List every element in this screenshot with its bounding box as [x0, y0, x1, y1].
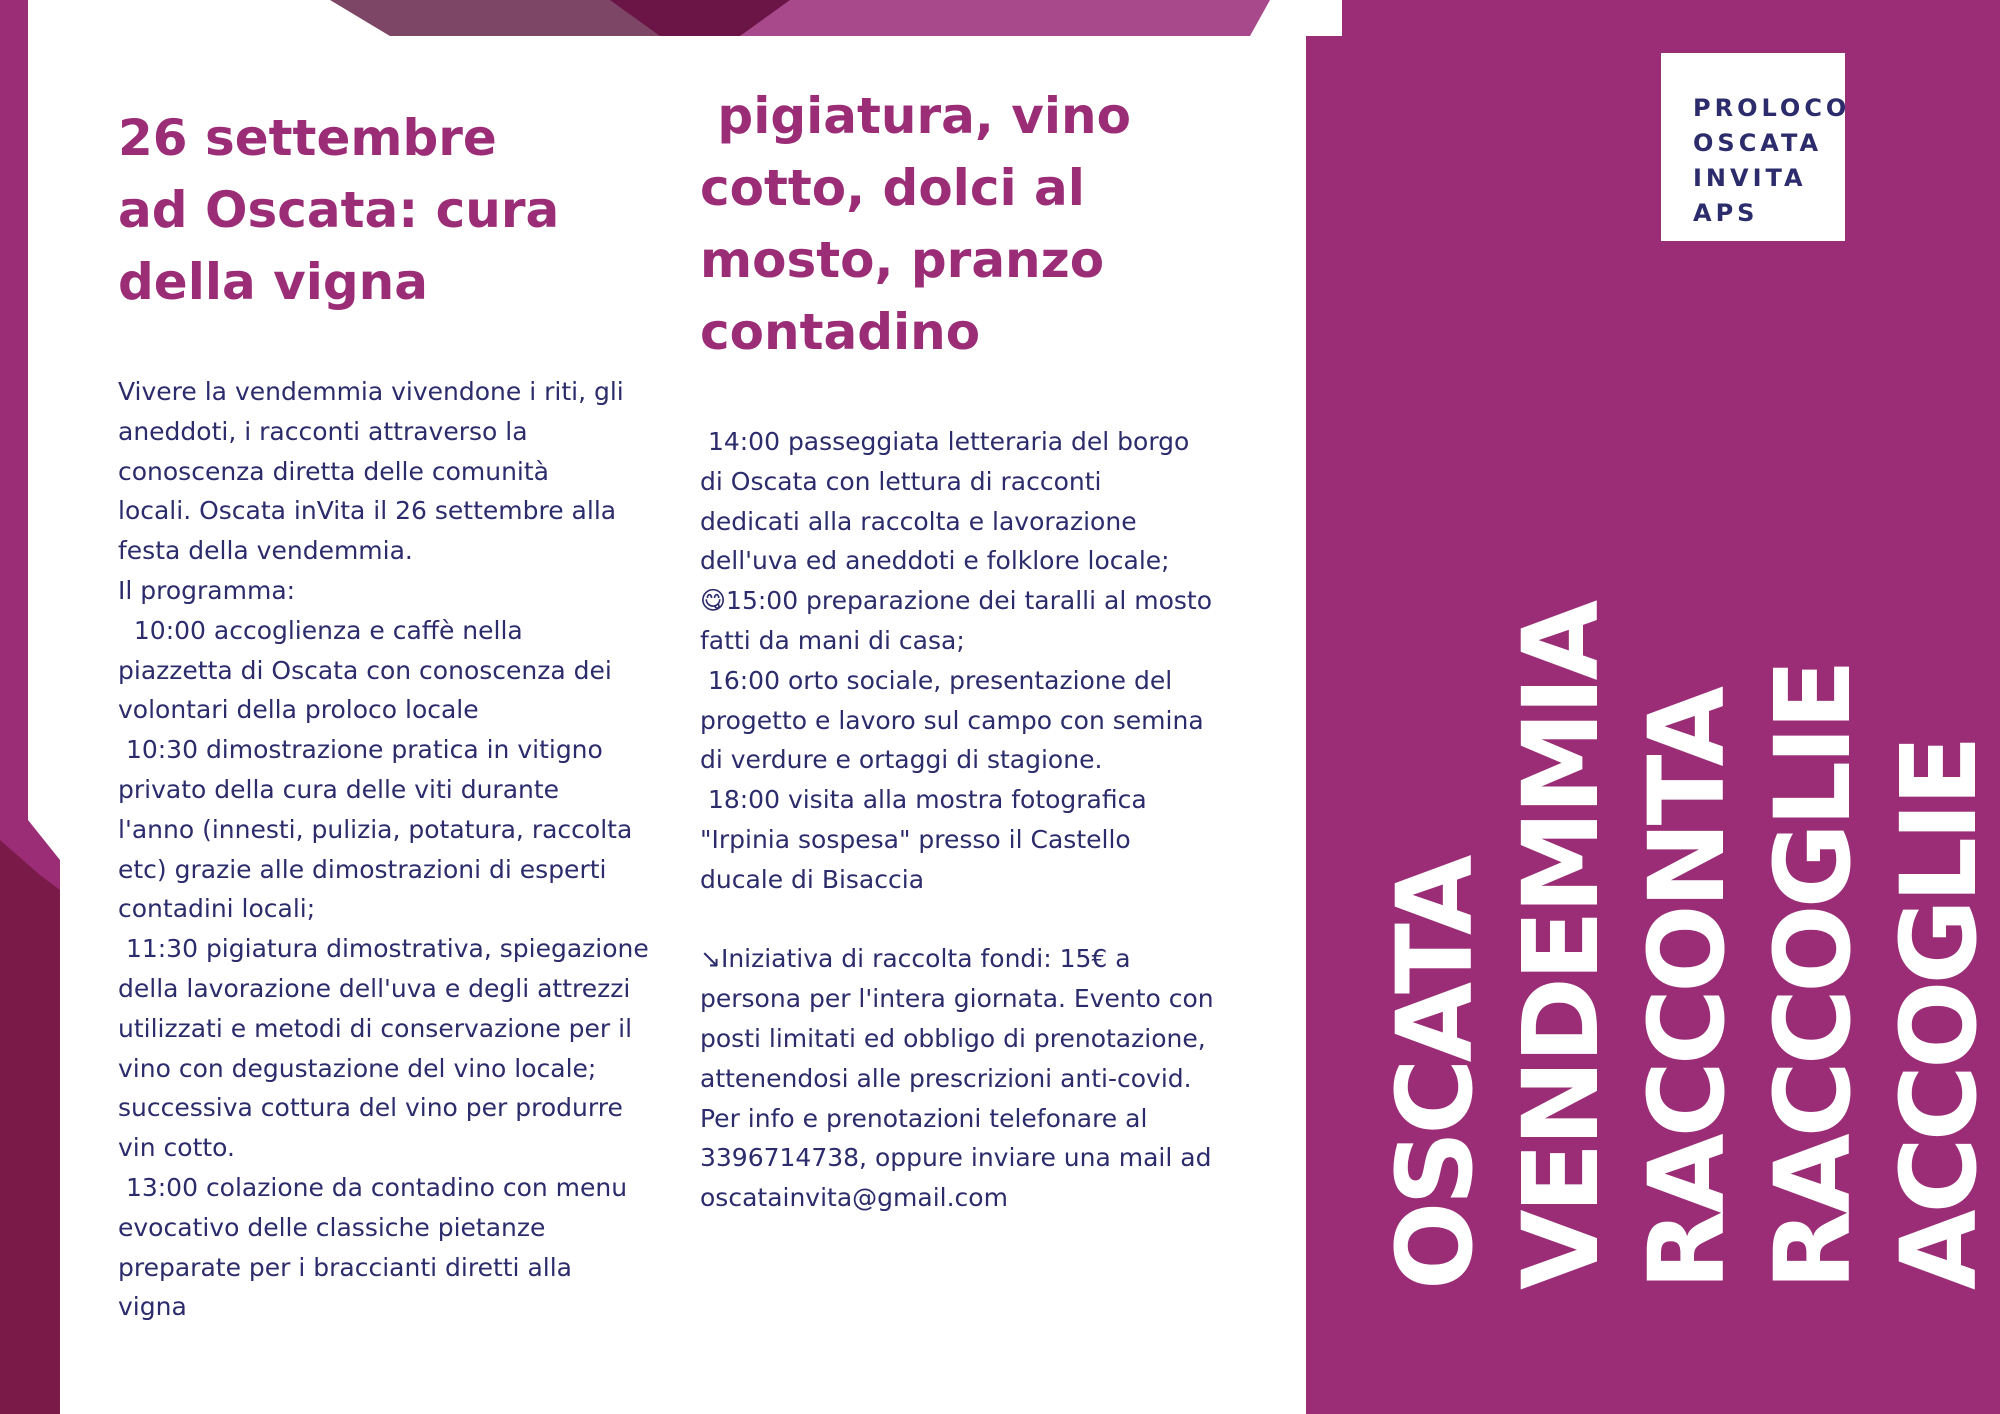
right-column-body: 14:00 passeggiata letteraria del borgo di Oscata con lettura di racconti dedicati alla raccolta e lavorazione dell'uva ed aneddoti e folklore locale; 😋15:00 preparazione dei taralli al mosto fatti da mani di casa; 16:00 orto sociale, presentazione del progetto e lavoro sul campo con semina di verdure e ortaggi di stagione. 18:00 visita alla mostra fotografica "Irpinia sospesa" presso il Castello ducale di Bisaccia ↘Iniziativa di raccolta fondi: 15€ a persona per l'intera giornata. Evento con posti limitati ed obbligo di prenotazione, attenendosi alle prescrizioni anti-covid. Per info e prenotazioni telefonare al 3396714738, oppure inviare una mail ad oscatainvita@gmail.com: [700, 427, 1214, 1213]
panel-notch: [1306, 0, 1342, 36]
title-line-oscata: OSCATA: [1374, 858, 1496, 1290]
logo-line-3: INVITA: [1693, 164, 1807, 192]
title-line-vendemmia: VENDEMMIA: [1500, 603, 1622, 1290]
title-line-racconta: RACCONTA: [1626, 689, 1748, 1290]
title-line-accoglie: ACCOGLIE: [1878, 739, 2000, 1290]
title-line-raccoglie: RACCOGLIE: [1752, 663, 1874, 1290]
left-column-heading: 26 settembre ad Oscata: cura della vigna: [118, 109, 560, 311]
top-decorative-shapes: [330, 0, 1270, 36]
left-decorative-accent: [0, 800, 60, 1414]
logo-line-2: OSCATA: [1693, 129, 1823, 157]
logo-line-1: PROLOCO: [1693, 94, 1851, 122]
left-column-body: Vivere la vendemmia vivendone i riti, gli aneddoti, i racconti attraverso la conoscenza diretta delle comunità locali. Oscata inVita il 26 settembre alla festa della vendemmia. Il programma: 10:00 accoglienza e caffè nella piazzetta di Oscata con conoscenza dei volontari della proloco locale 10:30 dimostrazione pratica in vitigno privato della cura delle viti durante l'anno (innesti, pulizia, potatura, raccolta etc) grazie alle dimostrazioni di esperti contadini locali; 11:30 pigiatura dimostrativa, spiegazione della lavorazione dell'uva e degli attrezzi utilizzati e metodi di conservazione per il vino con degustazione del vino locale; successiva cottura del vino per produrre vin cotto. 13:00 colazione da contadino con menu evocativo delle classiche pietanze preparate per i braccianti diretti alla vigna: [118, 377, 649, 1322]
right-column-heading: pigiatura, vino cotto, dolci al mosto, pranzo contadino: [700, 87, 1131, 361]
vertical-event-title: [1372, 390, 2000, 1290]
proloco-logo: [1661, 53, 1851, 241]
logo-line-4: APS: [1693, 199, 1759, 227]
